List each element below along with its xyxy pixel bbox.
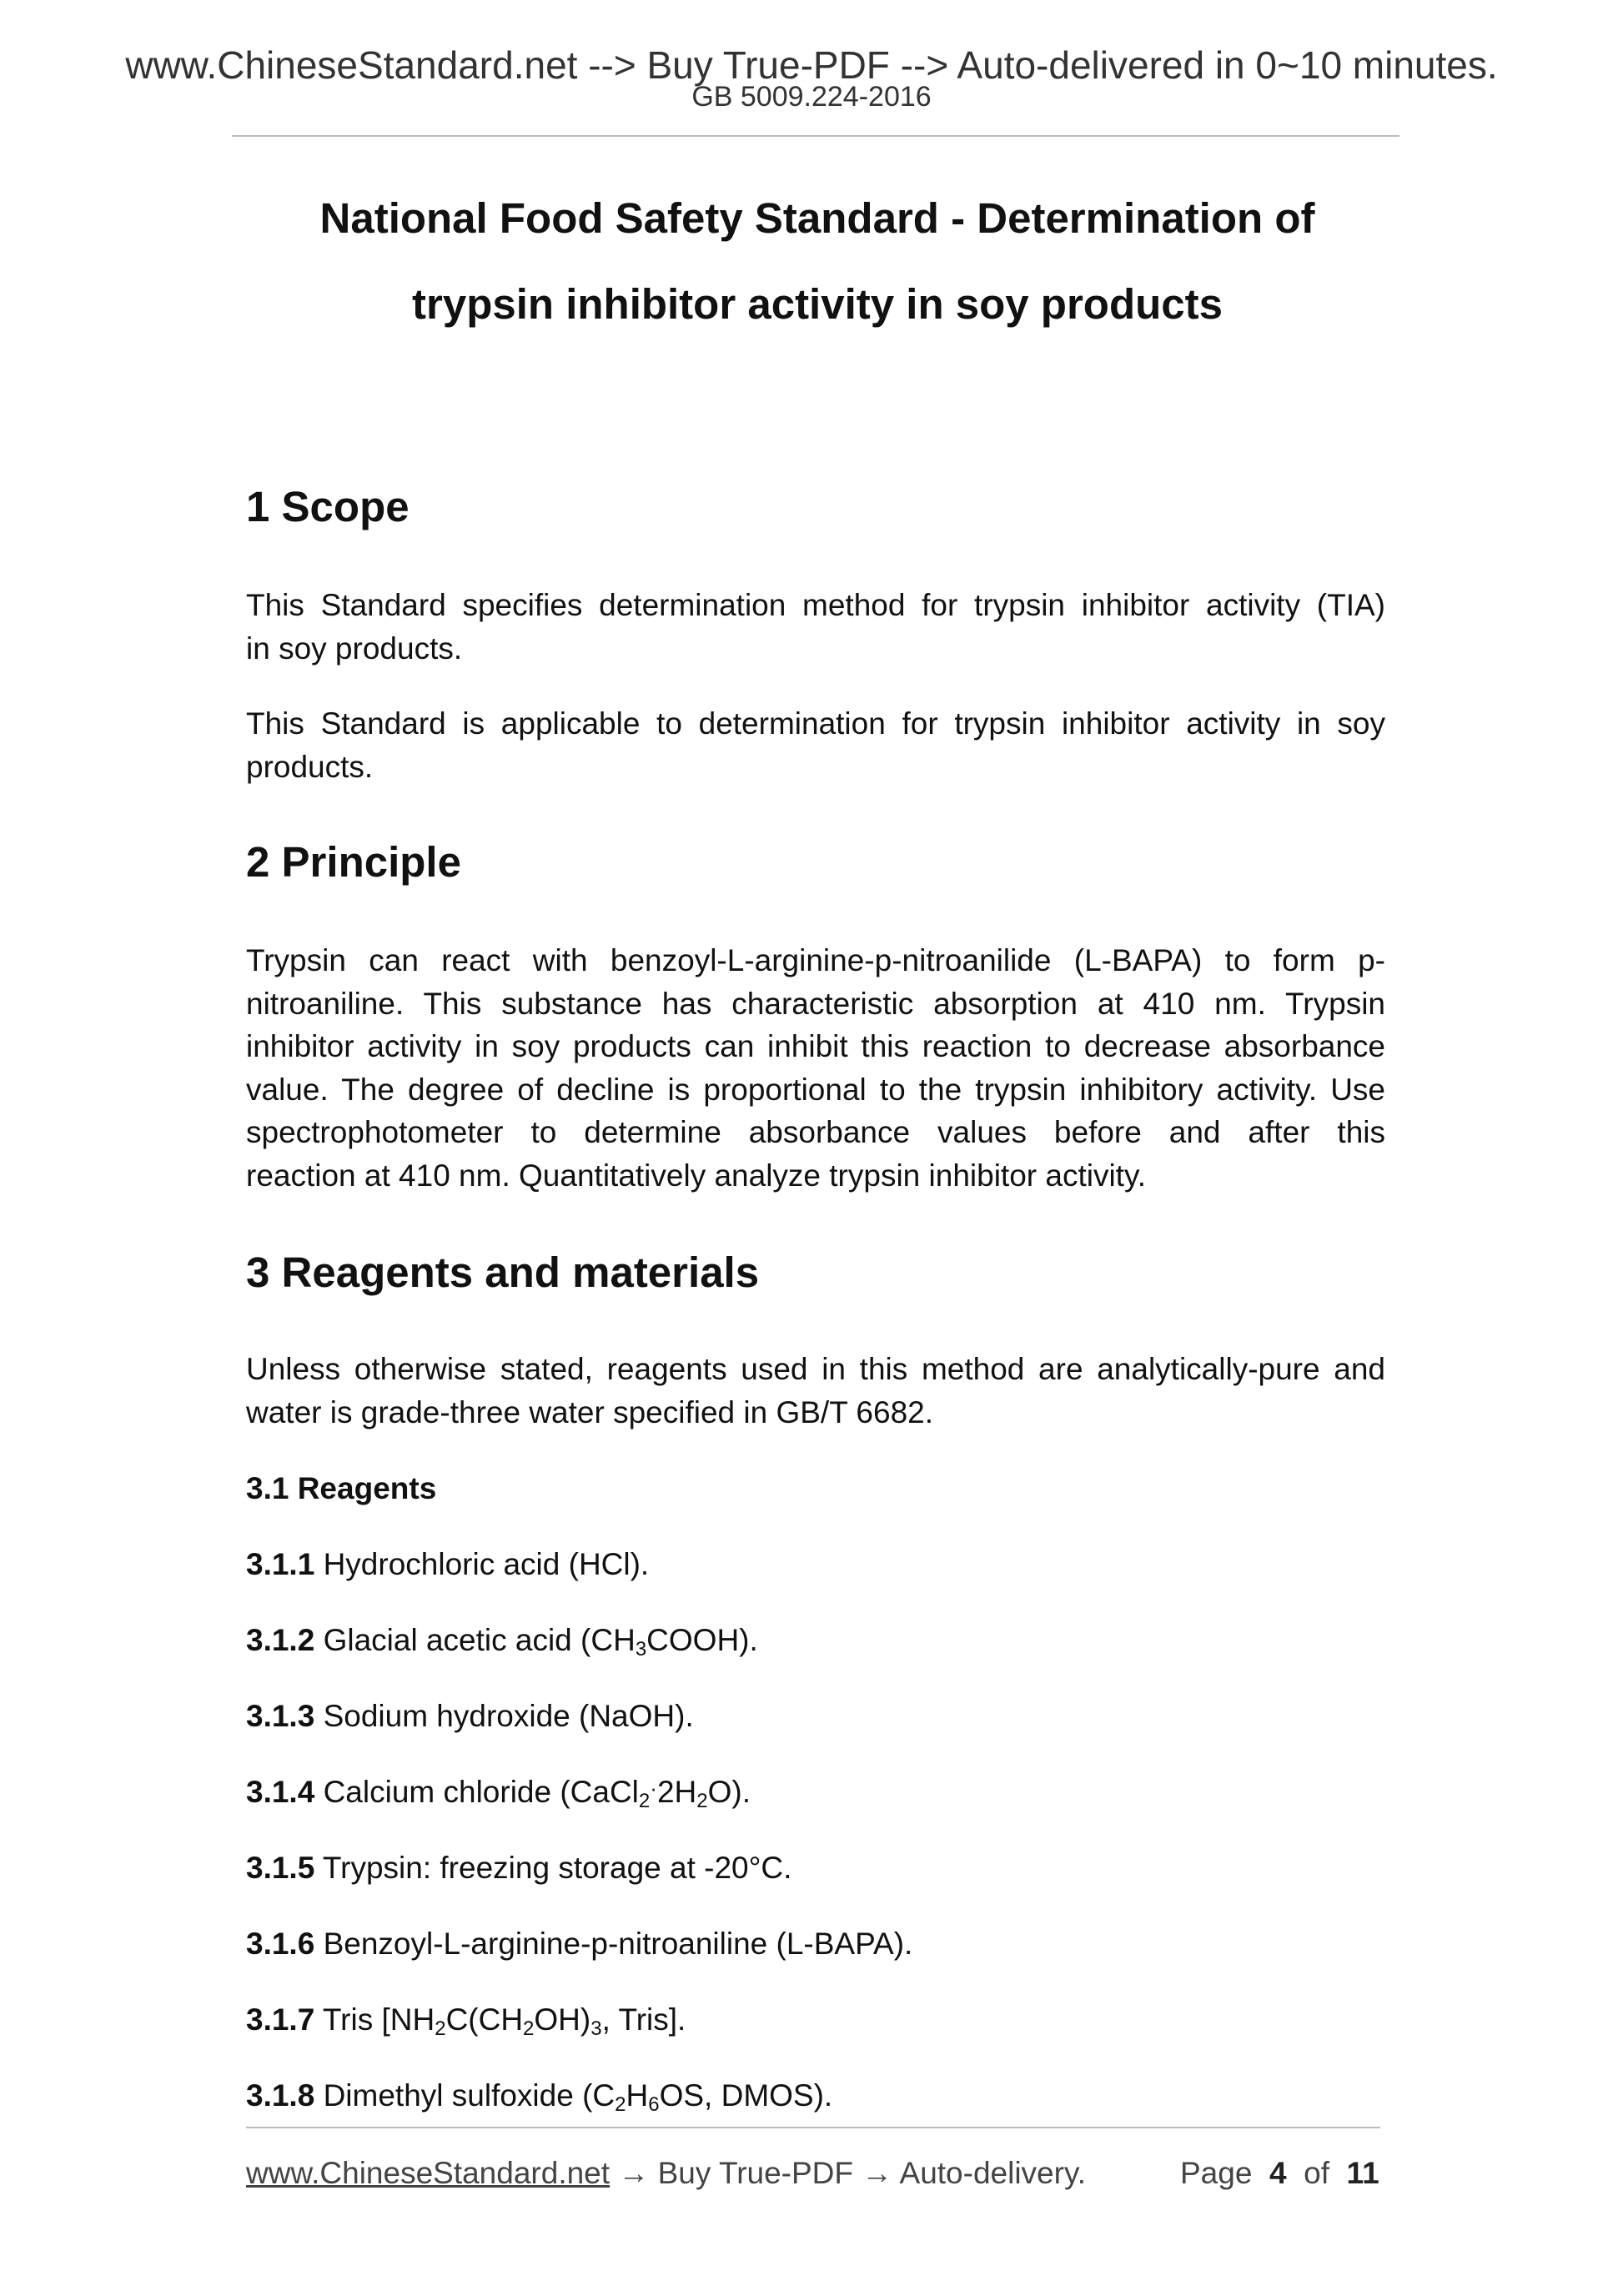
subscript: 3 [635, 1638, 647, 1660]
paragraph-line: value. The degree of decline is proportional to the trypsin inhibitory activity. Use [246, 1072, 1385, 1107]
item-text: Tris [NH [322, 2002, 435, 2037]
section-heading-principle: 2 Principle [246, 838, 461, 886]
reagents-intro-paragraph [246, 1348, 1385, 1434]
footer-promo-text: → Buy True-PDF → Auto-delivery. [610, 2156, 1086, 2190]
paragraph-line: products. [246, 749, 374, 784]
item-text: Hydrochloric acid (HCl). [323, 1547, 650, 1581]
item-number: 3.1.4 [246, 1775, 315, 1809]
reagent-item [246, 1697, 694, 1736]
item-text: OS, DMOS). [659, 2078, 833, 2113]
paragraph-line: This Standard specifies determination method for trypsin inhibitor activity (TIA) [246, 588, 1385, 622]
item-text: Glacial acetic acid (CH [323, 1623, 636, 1657]
website-link[interactable]: www.ChineseStandard.net [246, 2156, 611, 2190]
document-title-line-1: National Food Safety Standard - Determination of [319, 194, 1315, 242]
reagent-item [246, 1849, 791, 1887]
page-number: 4 [1269, 2156, 1287, 2190]
reagent-item [246, 1925, 912, 1963]
item-number: 3.1.5 [246, 1851, 315, 1885]
document-title-line-2: trypsin inhibitor activity in soy products [412, 280, 1223, 328]
section-heading-scope: 1 Scope [246, 483, 410, 530]
subscript: 2 [615, 2093, 626, 2116]
subscript: 3 [590, 2017, 602, 2040]
item-number: 3.1.3 [246, 1699, 315, 1733]
paragraph-line: inhibitor activity in soy products can inhibit this reaction to decrease absorbance [246, 1029, 1385, 1063]
subsection-heading-reagents: 3.1 Reagents [246, 1471, 437, 1505]
page-indicator [1180, 2155, 1379, 2192]
reagent-item [246, 1621, 758, 1660]
paragraph-line: spectrophotometer to determine absorbance values before and after this [246, 1115, 1385, 1149]
subscript: 6 [648, 2093, 660, 2116]
principle-paragraph [246, 939, 1385, 1197]
reagent-item [246, 2001, 686, 2039]
footer-divider [246, 2127, 1380, 2128]
item-text: Calcium chloride (CaCl [323, 1775, 639, 1809]
item-text: C(CH [445, 2002, 524, 2037]
subscript: 2 [523, 2017, 535, 2040]
scope-paragraph-2 [246, 702, 1385, 788]
item-number: 3.1.8 [246, 2078, 315, 2113]
reagent-item [246, 2077, 832, 2115]
item-text: Sodium hydroxide (NaOH). [323, 1699, 694, 1733]
item-text: Trypsin: freezing storage at -20°C. [322, 1851, 792, 1885]
paragraph-line: This Standard is applicable to determination for trypsin inhibitor activity in soy [246, 706, 1385, 741]
item-text: H [626, 2078, 649, 2113]
subscript: 2 [638, 1790, 651, 1812]
section-heading-reagents: 3 Reagents and materials [246, 1248, 760, 1296]
standard-code: GB 5009.224-2016 [691, 81, 932, 113]
item-text: O). [707, 1775, 751, 1809]
page-total: 11 [1346, 2156, 1379, 2190]
item-number: 3.1.7 [246, 2002, 315, 2037]
subscript: 2 [435, 2017, 446, 2040]
scope-paragraph-1 [246, 584, 1385, 670]
footer-promo [246, 2155, 1086, 2192]
item-text: , Tris]. [601, 2002, 686, 2037]
item-text: Benzoyl-L-arginine-p-nitroaniline (L-BAPA). [323, 1927, 913, 1961]
subscript: 2 [696, 1790, 708, 1812]
middle-dot: · [650, 1776, 657, 1801]
item-text: COOH). [646, 1623, 758, 1657]
item-text: OH) [534, 2002, 591, 2037]
paragraph-line: reaction at 410 nm. Quantitatively analyze trypsin inhibitor activity. [246, 1158, 1146, 1193]
header-banner: www.ChineseStandard.net --> Buy True-PDF --> Auto-delivered in 0~10 minutes. [125, 43, 1498, 87]
item-text: 2H [656, 1775, 697, 1809]
paragraph-line: nitroaniline. This substance has characteristic absorption at 410 nm. Trypsin [246, 986, 1385, 1021]
item-number: 3.1.2 [246, 1623, 315, 1657]
paragraph-line: Trypsin can react with benzoyl-L-arginine-p-nitroanilide (L-BAPA) to form p- [246, 943, 1385, 977]
of-label: of [1304, 2156, 1329, 2190]
page-label: Page [1180, 2156, 1253, 2190]
paragraph-line: water is grade-three water specified in GB/T 6682. [246, 1394, 934, 1429]
item-text: Dimethyl sulfoxide (C [323, 2078, 616, 2113]
item-number: 3.1.1 [246, 1547, 315, 1581]
reagent-item [246, 1773, 751, 1811]
header-divider [232, 135, 1399, 137]
paragraph-line: Unless otherwise stated, reagents used in this method are analytically-pure and [246, 1352, 1385, 1386]
paragraph-line: in soy products. [246, 631, 463, 666]
reagent-item [246, 1545, 649, 1584]
item-number: 3.1.6 [246, 1927, 315, 1961]
